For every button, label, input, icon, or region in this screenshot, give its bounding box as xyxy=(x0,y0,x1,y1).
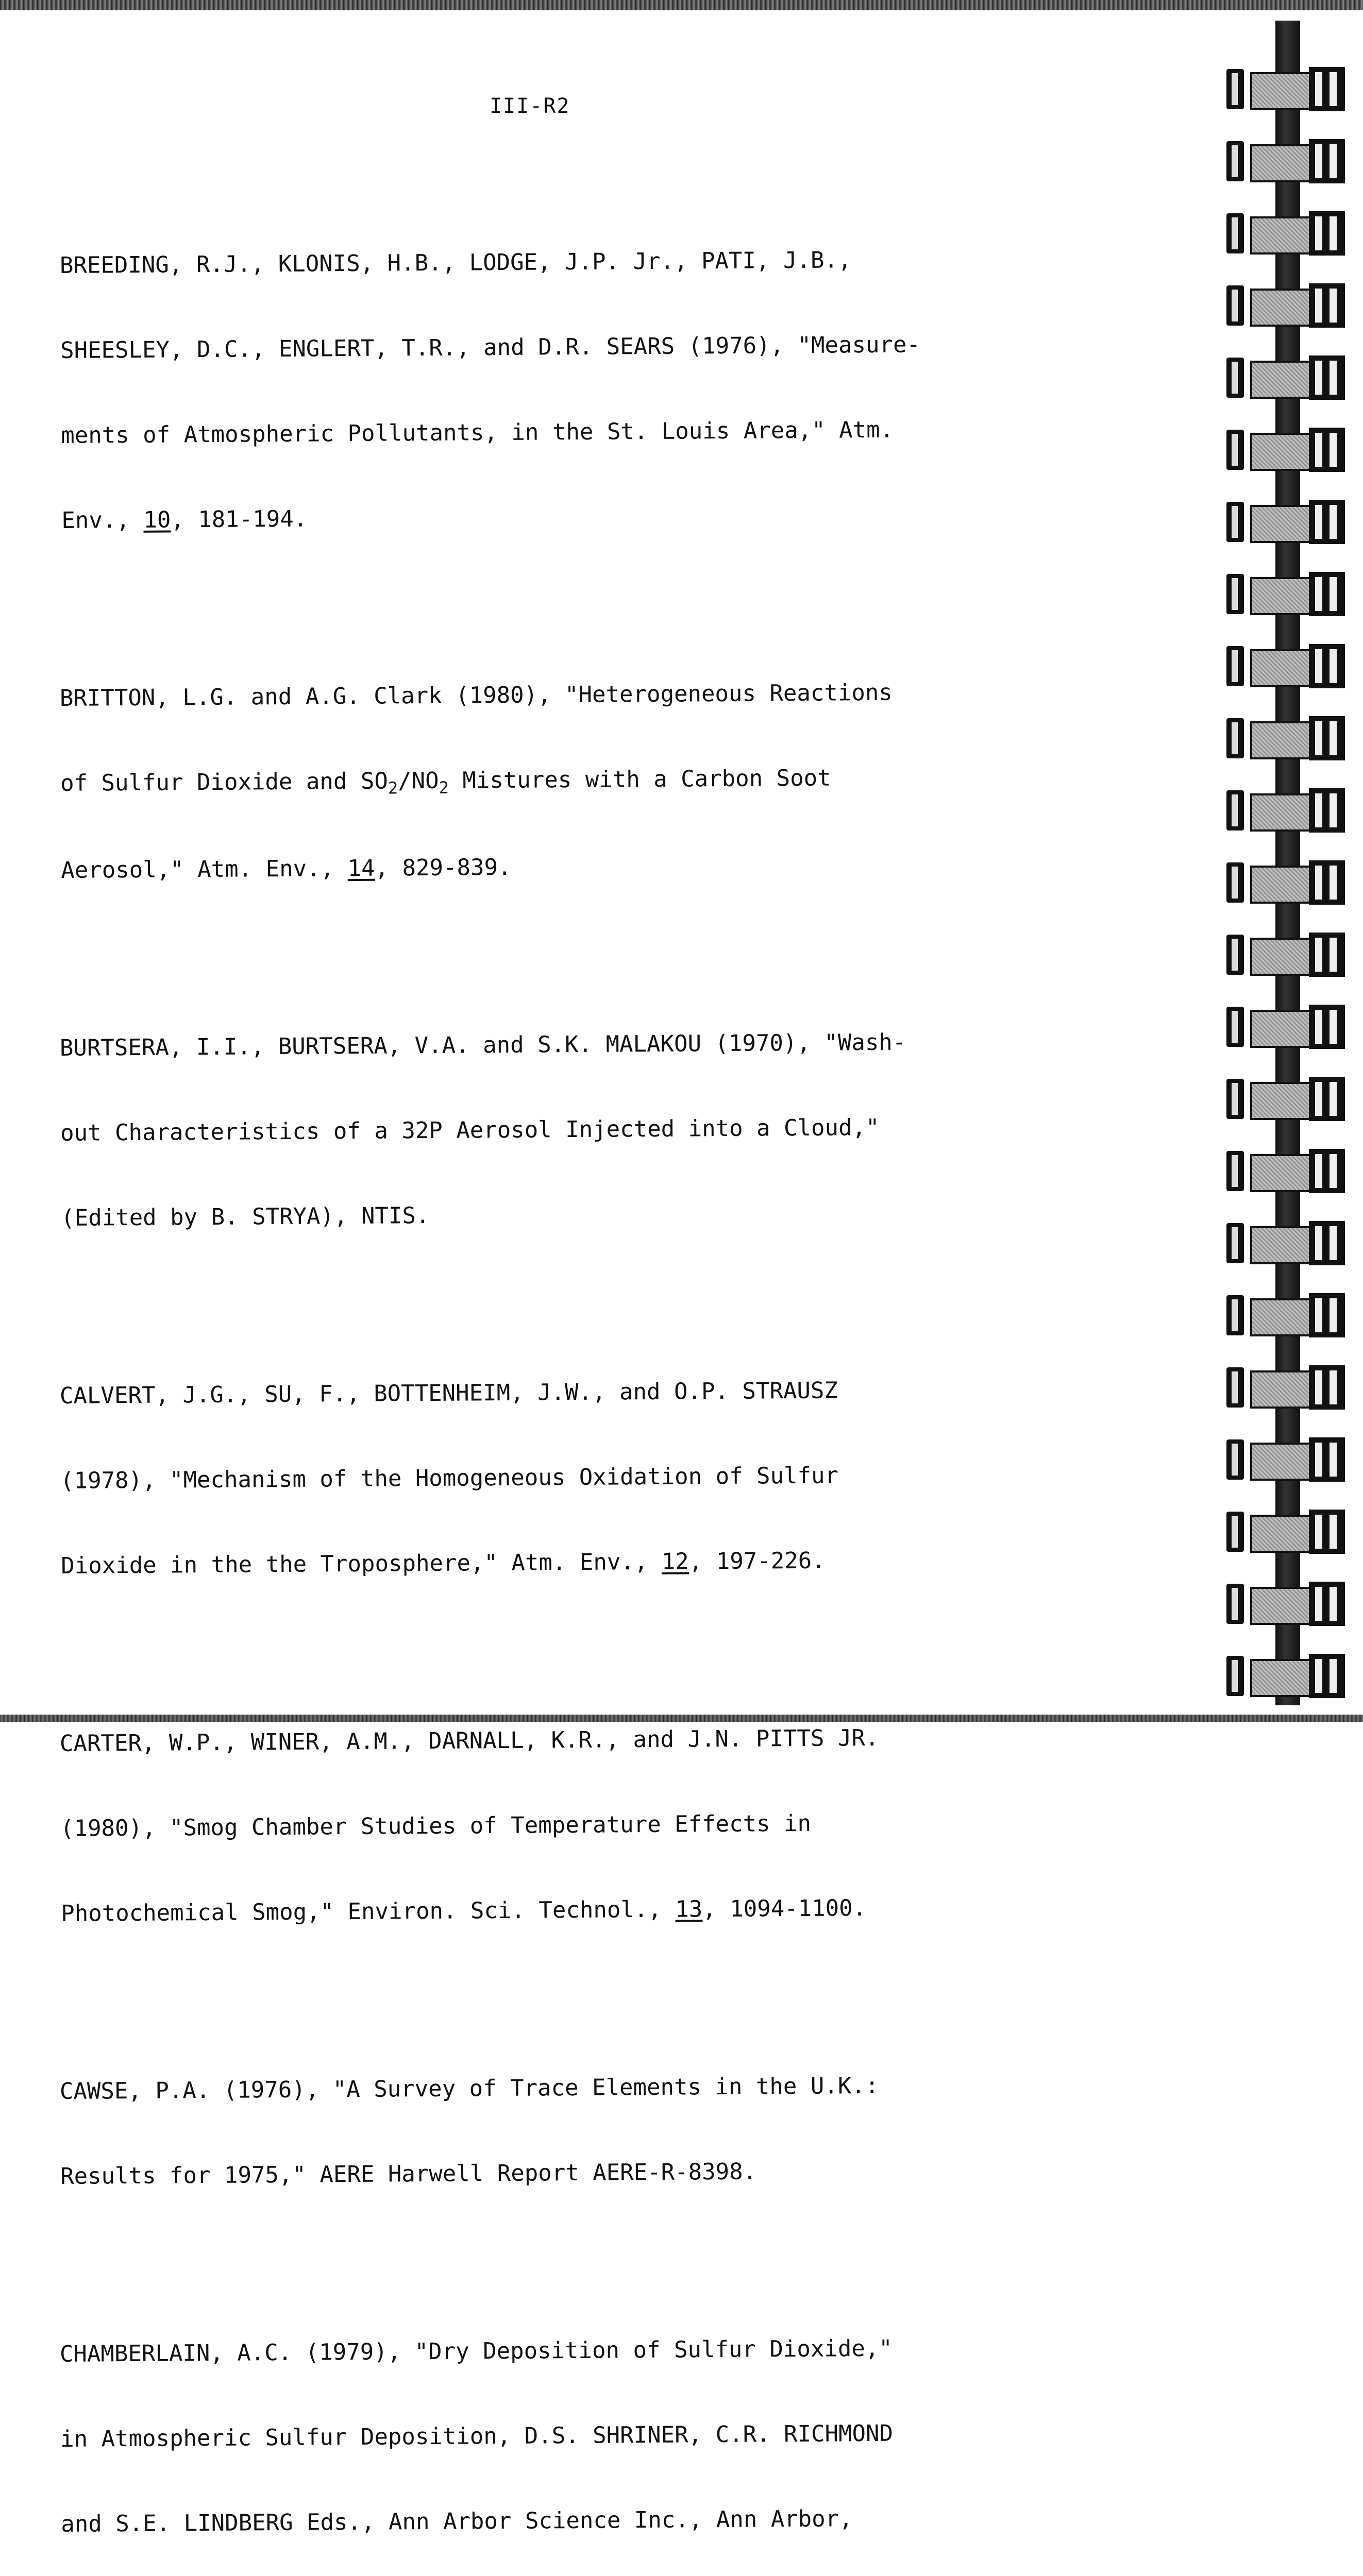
citation-text: of Sulfur Dioxide and SO xyxy=(60,768,389,796)
reference-entry xyxy=(59,188,1092,591)
page-range: , 181-194. xyxy=(171,505,308,533)
citation-text: /NO xyxy=(397,767,439,794)
reference-line: CALVERT, J.G., SU, F., BOTTENHEIM, J.W., and O.P. STRAUSZ xyxy=(59,1377,838,1409)
reference-entry xyxy=(59,620,1092,941)
reference-line: ments of Atmospheric Pollutants, in the St. Louis Area," Atm. xyxy=(61,416,894,449)
binding-ring xyxy=(1226,428,1348,472)
binding-ring xyxy=(1226,1005,1348,1049)
reference-line: out Characteristics of a 32P Aerosol Injected into a Cloud," xyxy=(60,1114,880,1146)
citation-text: Photochemical Smog," Environ. Sci. Technol., xyxy=(61,1896,676,1927)
binding-ring xyxy=(1226,716,1348,760)
reference-line: BURTSERA, I.I., BURTSERA, V.A. and S.K. MALAKOU (1970), "Wash- xyxy=(59,1029,906,1061)
binding-ring xyxy=(1226,1077,1348,1121)
binding-ring xyxy=(1226,211,1348,256)
volume-number: 10 xyxy=(143,506,171,533)
reference-line: (Edited by B. STRYA), NTIS. xyxy=(61,1202,430,1231)
page-range: , 197-226. xyxy=(688,1547,826,1575)
binding-ring xyxy=(1226,1437,1348,1482)
volume-number: 12 xyxy=(661,1548,689,1575)
reference-line: BREEDING, R.J., KLONIS, H.B., LODGE, J.P. Jr., PATI, J.B., xyxy=(59,247,852,279)
reference-line: (1978), "Mechanism of the Homogeneous Oxidation of Sulfur xyxy=(60,1462,839,1494)
binding-ring xyxy=(1226,355,1348,400)
reference-line: (1980), "Smog Chamber Studies of Temperature Effects in xyxy=(60,1810,812,1842)
citation-text: Env., xyxy=(61,506,144,534)
reference-line: Results for 1975," AERE Harwell Report AERE-R-8398. xyxy=(60,2158,757,2190)
reference-line: BRITTON, L.G. and A.G. Clark (1980), "Heterogeneous Reactions xyxy=(59,679,893,711)
page-range: , 829-839. xyxy=(375,854,512,882)
reference-entry xyxy=(59,1666,1092,1985)
spiral-binding xyxy=(1206,21,1363,1705)
reference-line: and S.E. LINDBERG Eds., Ann Arbor Science Inc., Ann Arbor, xyxy=(61,2505,853,2537)
binding-ring xyxy=(1226,139,1348,183)
binding-ring xyxy=(1226,644,1348,688)
binding-ring xyxy=(1226,860,1348,905)
reference-line xyxy=(61,849,1091,885)
reference-line: CAWSE, P.A. (1976), "A Survey of Trace Elements in the U.K.: xyxy=(59,2072,879,2105)
binding-ring xyxy=(1226,500,1348,544)
citation-text: Mistures with a Carbon Soot xyxy=(448,765,831,794)
binding-ring xyxy=(1226,788,1348,833)
binding-ring xyxy=(1226,67,1348,111)
reference-entry xyxy=(59,2276,1092,2576)
reference-line: SHEESLEY, D.C., ENGLERT, T.R., and D.R. SEARS (1976), "Measure- xyxy=(60,331,921,364)
binding-ring xyxy=(1226,1293,1348,1337)
reference-line: CHAMBERLAIN, A.C. (1979), "Dry Deposition of Sulfur Dioxide," xyxy=(59,2335,893,2367)
volume-number: 14 xyxy=(347,855,375,882)
reference-line xyxy=(61,1892,1091,1928)
volume-number: 13 xyxy=(675,1896,703,1923)
binding-ring xyxy=(1226,933,1348,977)
reference-line xyxy=(60,762,1091,800)
reference-line xyxy=(61,499,1092,535)
subscript: 2 xyxy=(388,778,398,798)
binding-ring xyxy=(1226,1510,1348,1554)
page-range: , 1094-1100. xyxy=(702,1895,867,1923)
binding-ring xyxy=(1226,572,1348,616)
reference-entry xyxy=(59,1318,1092,1637)
scan-bottom-edge xyxy=(0,1715,1363,1722)
citation-text: Dioxide in the the Troposphere," Atm. Env., xyxy=(61,1548,662,1579)
reference-entry xyxy=(59,970,1092,1289)
citation-text: Aerosol," Atm. Env., xyxy=(61,855,348,884)
reference-line xyxy=(61,1545,1091,1580)
binding-ring xyxy=(1226,1365,1348,1410)
scan-top-edge xyxy=(0,0,1363,10)
reference-line: in Atmospheric Sulfur Deposition, D.S. SHRINER, C.R. RICHMOND xyxy=(60,2420,894,2452)
subscript: 2 xyxy=(439,777,449,798)
reference-line: CARTER, W.P., WINER, A.M., DARNALL, K.R., and J.N. PITTS JR. xyxy=(59,1724,879,1757)
page-number: III-R2 xyxy=(490,94,570,118)
binding-ring xyxy=(1226,1582,1348,1626)
binding-ring xyxy=(1226,1149,1348,1193)
binding-ring xyxy=(1226,283,1348,328)
reference-list xyxy=(59,195,1090,2576)
binding-ring xyxy=(1226,1654,1348,1698)
binding-ring xyxy=(1226,1221,1348,1265)
reference-entry xyxy=(59,2013,1091,2247)
